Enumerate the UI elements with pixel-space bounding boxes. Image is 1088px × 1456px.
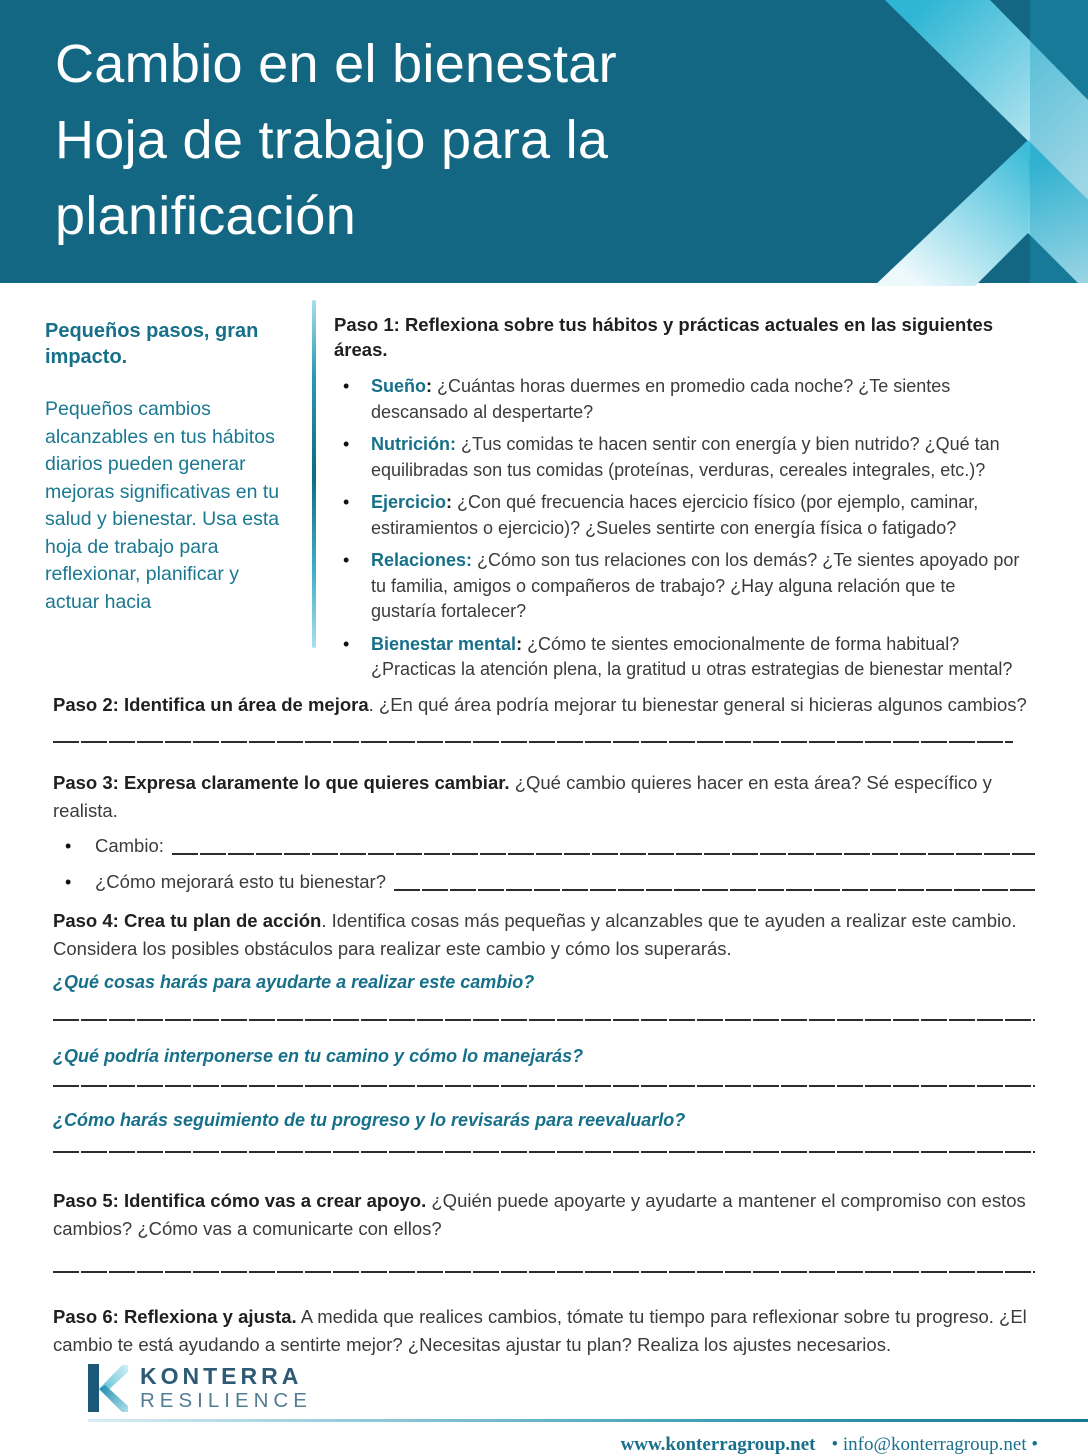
step4-heading: Paso 4: Crea tu plan de acción. Identifica cosas más pequeñas y alcanzables que te ayuden a realizar este cambio. Considera los posibles obstáculos para realizar este cambio y cómo los superarás. [53, 910, 1017, 959]
bullet-text: ¿Cómo te sientes emocionalmente de forma habitual? ¿Practicas la atención plena, la gratitud u otras estrategias de bienestar mental? [371, 633, 1013, 679]
konterra-logo [88, 1361, 1088, 1413]
list-item [53, 833, 1035, 859]
title-line-2: Hoja de trabajo para la [55, 110, 609, 170]
step4-question-1: ¿Qué cosas harás para ayudarte a realizar este cambio? [53, 972, 535, 992]
bullet-lead: Relaciones: [371, 550, 473, 570]
sidebar-heading: Pequeños pasos, gran impacto. [45, 320, 259, 368]
step4-question-2: ¿Qué podría interponerse en tu camino y cómo lo manejarás? [53, 1046, 584, 1066]
footer-contact [0, 1434, 1088, 1456]
page-title [55, 26, 617, 254]
cambio-label: • Cambio: [95, 835, 164, 856]
steps-section [0, 691, 1088, 1359]
email-link[interactable]: • info@konterragroup.net • [831, 1434, 1038, 1455]
step1-bullet-list [334, 374, 1044, 683]
fill-in-line[interactable] [172, 853, 1035, 855]
fill-in-line[interactable] [53, 1085, 1035, 1087]
sidebar-callout [0, 310, 312, 662]
bullet-text: ¿Tus comidas te hacen sentir con energía y bien nutrido? ¿Qué tan equilibradas son tus comidas (proteínas, verduras, cereales integrales, etc.)? [371, 434, 1000, 480]
bullet-lead: Sueño [371, 376, 427, 396]
list-item: • Bienestar mental: ¿Cómo te sientes emocionalmente de forma habitual? ¿Practicas la atención plena, la gratitud u otras estrategias de bienestar mental? [334, 632, 1044, 683]
fill-in-line[interactable] [394, 889, 1035, 891]
step5-heading: Paso 5: Identifica cómo vas a crear apoyo. ¿Quién puede apoyarte y ayudarte a mantener el compromiso con estos cambios? ¿Cómo vas a comunicarte con ellos? [53, 1190, 1026, 1239]
bullet-lead: Bienestar mental [371, 633, 517, 654]
footer-gradient-rule [88, 1419, 1088, 1422]
bullet-text: ¿Cuántas horas duermes en promedio cada noche? ¿Te sientes descansado al despertarte? [371, 376, 951, 422]
intro-row [0, 310, 1088, 679]
step6-heading: Paso 6: Reflexiona y ajusta. A medida que realices cambios, tómate tu tiempo para reflexionar sobre tu progreso. ¿El cambio te está ayudando a sentirte mejor? ¿Necesitas ajustar tu plan? Realiza los ajustes necesarios. [53, 1306, 1027, 1355]
step1-section [316, 310, 1088, 679]
fill-in-line[interactable] [53, 1151, 1035, 1153]
bullet-text: ¿Con qué frecuencia haces ejercicio físico (por ejemplo, caminar, estiramientos o ejercicio)? ¿Sueles sentirte con energía física o fatigado? [371, 492, 979, 538]
title-line-3: planificación [55, 186, 357, 246]
footer [0, 1361, 1088, 1456]
header-chevron-decoration-icon [858, 0, 1088, 283]
title-line-1: Cambio en el bienestar [55, 34, 617, 94]
bullet-lead: Ejercicio [371, 492, 447, 512]
logo-subtitle: RESILIENCE [140, 1388, 312, 1412]
logo-name: KONTERRA [140, 1362, 303, 1389]
konterra-k-icon [88, 1362, 128, 1412]
fill-in-line[interactable] [53, 1271, 1035, 1273]
bullet-lead: Nutrición: [371, 434, 456, 454]
logo-wordmark [140, 1363, 312, 1412]
fill-in-line[interactable] [53, 741, 1013, 743]
list-item [334, 432, 1044, 483]
header-banner [0, 0, 1088, 283]
list-item: • Ejercicio: ¿Con qué frecuencia haces ejercicio físico (por ejemplo, caminar, estiramientos o ejercicio)? ¿Sueles sentirte con energía física o fatigado? [334, 490, 1044, 541]
website-link[interactable]: www.konterragroup.net [620, 1434, 816, 1455]
step3-heading: Paso 3: Expresa claramente lo que quieres cambiar. ¿Qué cambio quieres hacer en esta área? Sé específico y realista. [53, 772, 992, 821]
sidebar-paragraph: Pequeños cambios alcanzables en tus hábitos diarios pueden generar mejoras significativas en tu salud y bienestar. Usa esta hoja de trabajo para reflexionar, planificar y actuar hacia [45, 398, 280, 613]
list-item: • Sueño: ¿Cuántas horas duermes en promedio cada noche? ¿Te sientes descansado al despertarte? [334, 374, 1044, 425]
step4-question-3: ¿Cómo harás seguimiento de tu progreso y lo revisarás para reevaluarlo? [53, 1110, 686, 1130]
list-item [334, 548, 1044, 625]
mejorara-label: • ¿Cómo mejorará esto tu bienestar? [95, 871, 386, 892]
list-item [53, 869, 1035, 895]
step1-heading: Paso 1: Reflexiona sobre tus hábitos y prácticas actuales en las siguientes áreas. [334, 314, 994, 360]
step2-heading: Paso 2: Identifica un área de mejora. ¿En qué área podría mejorar tu bienestar general si hicieras algunos cambios? [53, 694, 1027, 715]
bullet-text: ¿Cómo son tus relaciones con los demás? ¿Te sientes apoyado por tu familia, amigos o compañeros de trabajo? ¿Hay alguna relación que te gustaría fortalecer? [371, 550, 1020, 621]
fill-in-line[interactable] [53, 1019, 1035, 1021]
